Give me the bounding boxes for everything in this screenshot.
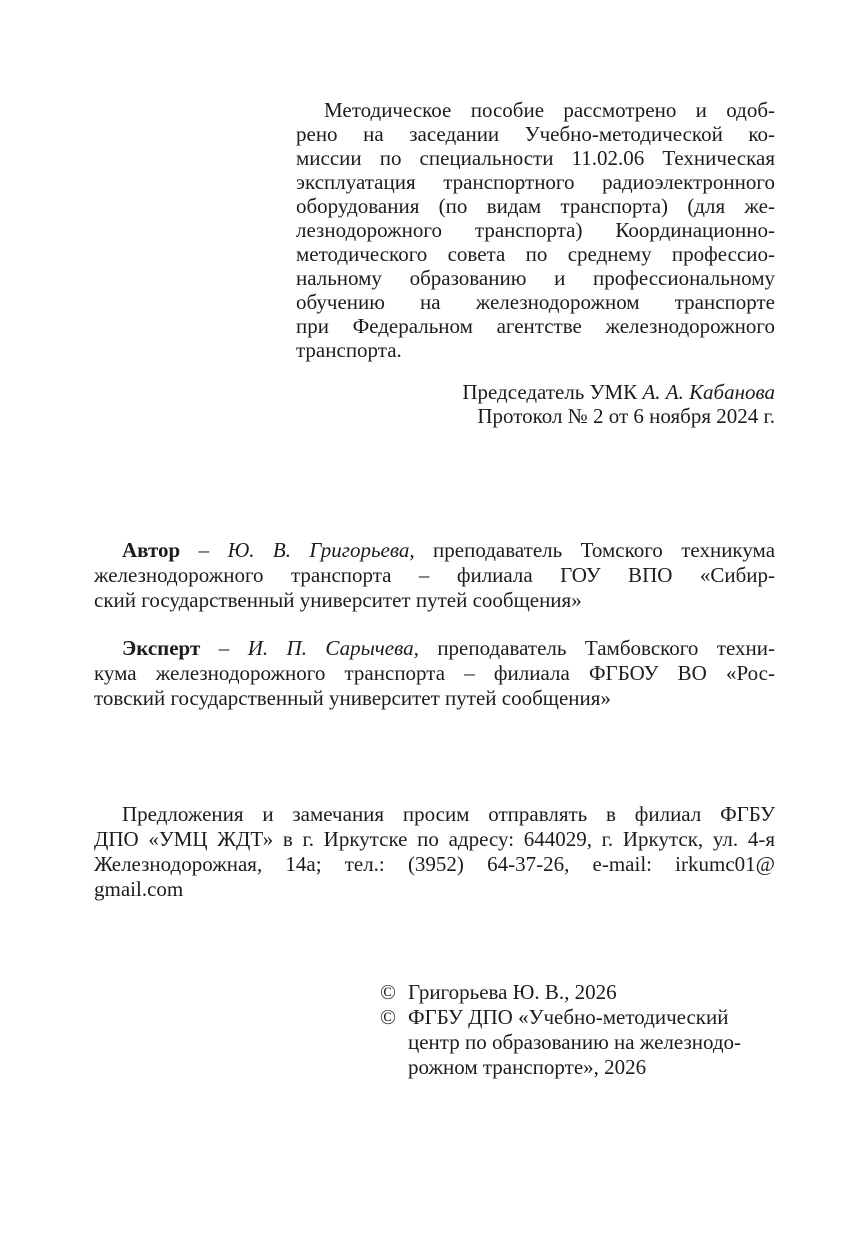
- text-line: Методическое пособие рассмотрено и одоб-: [324, 98, 775, 122]
- author-name: Ю. В. Григорьева,: [227, 538, 415, 562]
- text-line: ДПО «УМЦ ЖДТ» в г. Иркутске по адресу: 644029, г. Иркутск, ул. 4-я: [94, 827, 775, 851]
- text-line: ФГБУ ДПО «Учебно-методический: [408, 1005, 729, 1029]
- text-line: методического совета по среднему профессио-: [296, 242, 775, 266]
- dash: –: [198, 538, 210, 562]
- text-line: gmail.com: [94, 877, 184, 901]
- text-line: обучению на железнодорожном транспорте: [296, 290, 775, 314]
- expert-label: Эксперт: [122, 636, 201, 660]
- chairman-label: Председатель УМК: [462, 380, 638, 404]
- text-line: нальному образованию и профессиональному: [296, 266, 775, 290]
- text-line: рожном транспорте», 2026: [408, 1055, 647, 1079]
- text-line: кума железнодорожного транспорта – филиала ФГБОУ ВО «Рос-: [94, 661, 775, 685]
- text-line: ский государственный университет путей сообщения»: [94, 588, 582, 612]
- text-line: оборудования (по видам транспорта) (для же-: [296, 194, 775, 218]
- contact-paragraph: [94, 802, 775, 902]
- approval-paragraph: [296, 98, 775, 362]
- copyright-entry: [380, 980, 741, 1005]
- text-line: эксплуатация транспортного радиоэлектронного: [296, 170, 775, 194]
- text-line: транспорта.: [296, 338, 402, 362]
- text-line: рено на заседании Учебно-методической ко-: [296, 122, 775, 146]
- copyright-icon: ©: [380, 980, 396, 1004]
- text-line: железнодорожного транспорта – филиала ГОУ ВПО «Сибир-: [94, 563, 775, 587]
- copyright-text: [408, 980, 617, 1005]
- author-label: Автор: [122, 538, 181, 562]
- expert-role: преподаватель Тамбовского техни-: [437, 636, 776, 660]
- text-line: [94, 636, 775, 661]
- text-line: лезнодорожного транспорта) Координационно-: [296, 218, 775, 242]
- expert-paragraph: [94, 636, 775, 711]
- text-line: миссии по специальности 11.02.06 Техническая: [296, 146, 775, 170]
- copyright-text: [408, 1005, 741, 1080]
- copyright-icon: ©: [380, 1005, 396, 1029]
- text-line: при Федеральном агентстве железнодорожного: [296, 314, 775, 338]
- text-line: центр по образованию на железнодо-: [408, 1030, 742, 1054]
- expert-name: И. П. Сарычева,: [247, 636, 419, 660]
- text-line: Предложения и замечания просим отправлять в филиал ФГБУ: [122, 802, 775, 826]
- text-line: Железнодорожная, 14а; тел.: (3952) 64-37-26, e-mail: irkumc01@: [94, 852, 775, 876]
- protocol-line: Протокол № 2 от 6 ноября 2024 г.: [477, 404, 775, 428]
- text-line: товский государственный университет путей сообщения»: [94, 686, 611, 710]
- author-paragraph: [94, 538, 775, 613]
- author-role: преподаватель Томского техникума: [433, 538, 776, 562]
- copyright-entry: [380, 1005, 741, 1080]
- chairman-name: А. А. Кабанова: [642, 380, 775, 404]
- signature-block: [296, 380, 775, 428]
- chairman-line: [296, 380, 775, 404]
- copyright-block: [380, 980, 741, 1080]
- dash: –: [218, 636, 230, 660]
- text-line: Григорьева Ю. В., 2026: [408, 980, 617, 1004]
- text-line: [94, 538, 775, 563]
